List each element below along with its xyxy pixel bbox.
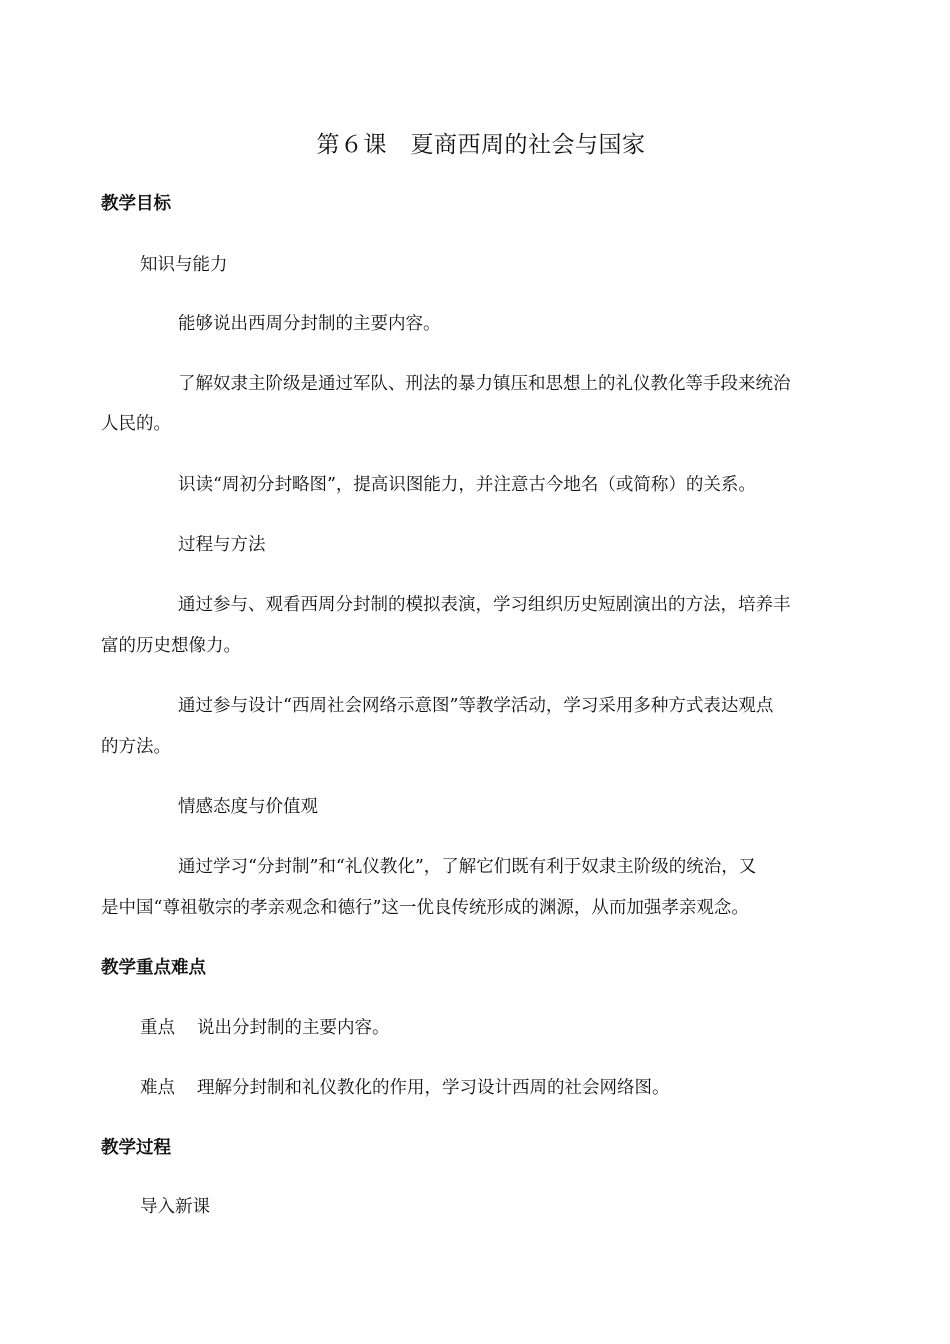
paragraph-line: 通过学习“分封制”和“礼仪教化”，了解它们既有利于奴隶主阶级的统治，又 <box>178 857 757 877</box>
focus-label: 重点 <box>140 1018 175 1038</box>
difficulty-label: 难点 <box>140 1078 175 1098</box>
focus-line <box>140 1017 390 1039</box>
subheading-process: 过程与方法 <box>178 535 266 555</box>
paragraph-line: 人民的。 <box>101 414 171 434</box>
page-title: 第６课 夏商西周的社会与国家 <box>316 132 646 158</box>
subheading-emotion: 情感态度与价值观 <box>178 797 318 817</box>
section-heading-objectives: 教学目标 <box>101 194 171 214</box>
paragraph-line: 通过参与、观看西周分封制的模拟表演，学习组织历史短剧演出的方法，培养丰 <box>178 595 791 615</box>
paragraph-line: 了解奴隶主阶级是通过军队、刑法的暴力镇压和思想上的礼仪教化等手段来统治 <box>178 374 791 394</box>
section-heading-key-points: 教学重点难点 <box>101 958 206 978</box>
paragraph-line: 通过参与设计“西周社会网络示意图”等教学活动，学习采用多种方式表达观点 <box>178 696 774 716</box>
focus-text: 说出分封制的主要内容。 <box>197 1018 390 1038</box>
difficulty-text: 理解分封制和礼仪教化的作用，学习设计西周的社会网络图。 <box>197 1078 670 1098</box>
paragraph-line: 是中国“尊祖敬宗的孝亲观念和德行”这一优良传统形成的渊源，从而加强孝亲观念。 <box>101 898 749 918</box>
paragraph-line: 的方法。 <box>101 737 171 757</box>
subheading-knowledge: 知识与能力 <box>140 255 228 275</box>
paragraph-line: 能够说出西周分封制的主要内容。 <box>178 314 441 334</box>
difficulty-line <box>140 1077 670 1099</box>
section-heading-process: 教学过程 <box>101 1138 171 1158</box>
subheading-intro: 导入新课 <box>140 1197 210 1217</box>
paragraph-line: 识读“周初分封略图”，提高识图能力，并注意古今地名（或简称）的关系。 <box>178 475 756 495</box>
paragraph-line: 富的历史想像力。 <box>101 636 241 656</box>
